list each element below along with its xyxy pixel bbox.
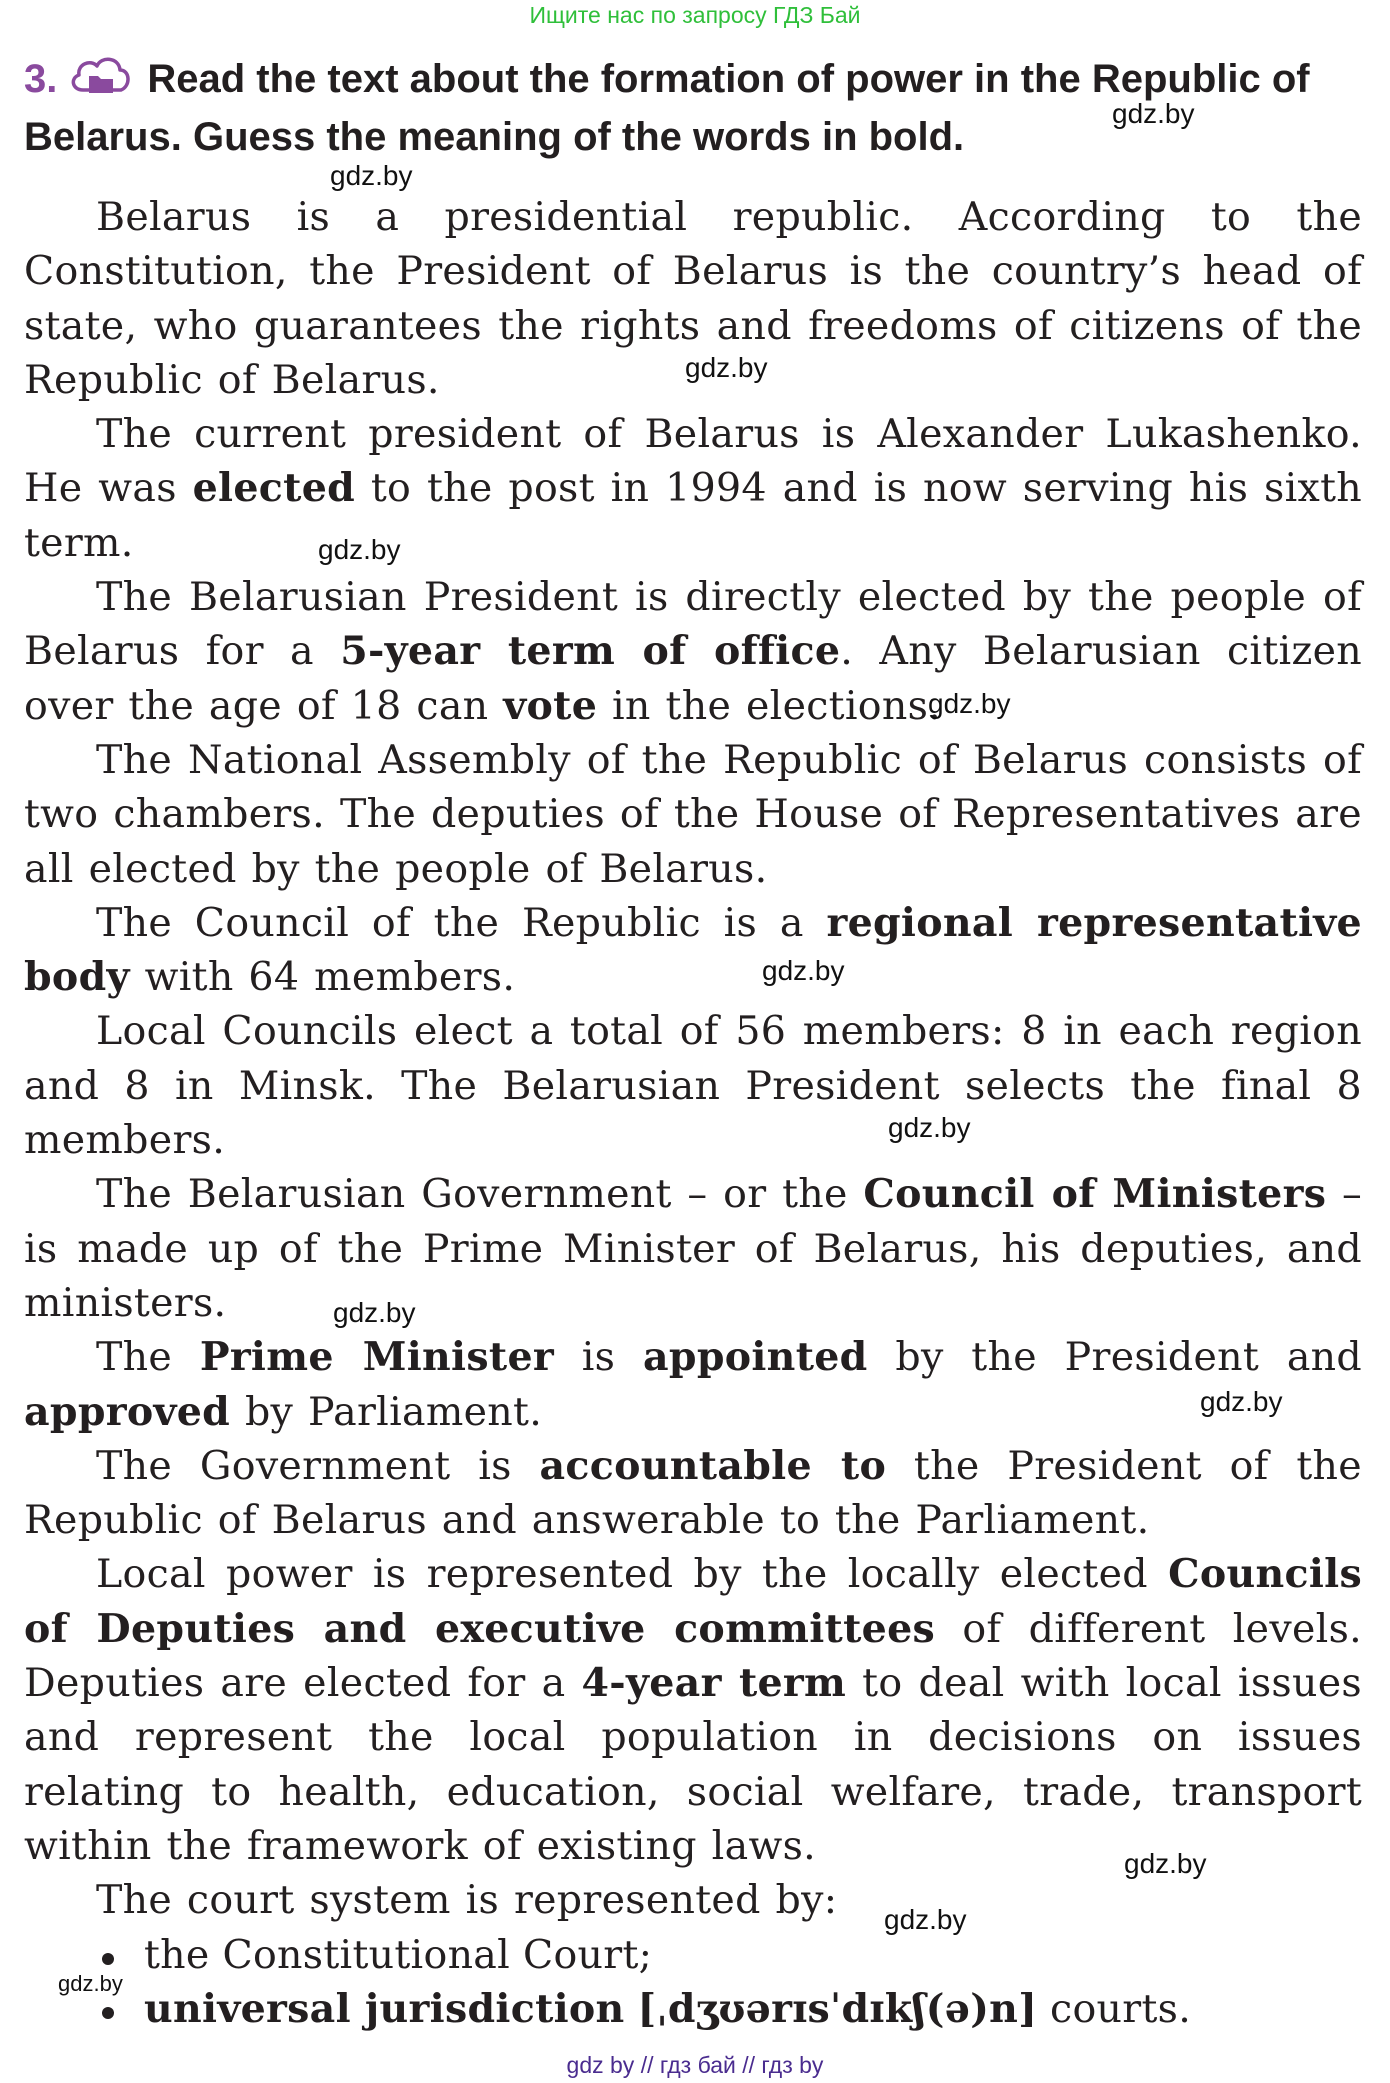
bold-term: accountable to (539, 1442, 887, 1489)
text-run: in the elections. (597, 682, 942, 729)
task-number: 3. (24, 57, 58, 101)
bold-term: 4-year term (581, 1660, 847, 1707)
watermark: gdz.by (685, 352, 768, 383)
bold-term: regional representative body (24, 899, 1362, 1001)
reading-text (24, 190, 1362, 2036)
court-list (24, 1928, 1362, 2037)
watermark: gdz.by (1112, 98, 1195, 129)
top-banner: Ищите нас по запросу ГДЗ Бай (529, 2, 861, 28)
bold-term: Councils of Deputies and executive committees (24, 1551, 1362, 1652)
footer: gdz by // гдз бай // гдз by (566, 2052, 824, 2078)
watermark: gdz.by (330, 160, 413, 191)
text-run: The Belarusian Government – or the (96, 1171, 864, 1218)
text-run: The Council of the Republic is a (96, 899, 827, 946)
text-run: Belarus is a presidential republic. According to the Constitution, the President of Belarus is the country’s head of state, who guarantees the rights and freedoms of citizens of the Republic of Belarus. (24, 194, 1362, 403)
bold-term: [ˌdʒʊərɪsˈdɪkʃ(ə)n] (637, 1985, 1038, 2032)
paragraph (24, 570, 1362, 733)
text-run: Local Councils elect a total of 56 members: 8 in each region and 8 in Minsk. The Belarusian President selects the final 8 members. (24, 1008, 1362, 1164)
bold-term: 5-year term of office (340, 628, 841, 675)
paragraph (24, 1547, 1362, 1873)
task-instruction: Read the text about the formation of power in the Republic of Belarus. Guess the meaning of the words in bold. (24, 57, 1310, 159)
text-run: to the post in 1994 and is now serving his sixth term. (24, 465, 1362, 566)
watermark: gdz.by (928, 688, 1011, 719)
paragraphs (24, 190, 1362, 1928)
watermark: gdz.by (58, 1971, 123, 1996)
text-run: with 64 members. (129, 954, 516, 1001)
paragraph (24, 407, 1362, 570)
text-run: the Constitutional Court; (144, 1931, 653, 1978)
text-run: the President of the Republic of Belarus and answerable to the Parliament. (24, 1442, 1362, 1544)
bold-term: elected (192, 465, 356, 512)
text-run: . Any Belarusian citizen over the age of 18 can (24, 628, 1362, 729)
text-run: The court system is represented by: (96, 1877, 838, 1924)
paragraph (24, 896, 1362, 1005)
text-run: Local power is represented by the locally elected (96, 1551, 1169, 1598)
watermark: gdz.by (333, 1297, 416, 1328)
watermark: gdz.by (884, 1904, 967, 1935)
bold-term: appointed (643, 1334, 868, 1381)
watermark: gdz.by (318, 534, 401, 565)
text-run (625, 1986, 638, 2032)
list-item (24, 1928, 1362, 1982)
text-run: is (553, 1334, 643, 1381)
paragraph (24, 1004, 1362, 1167)
bold-term: approved (24, 1388, 231, 1435)
text-run: by Parliament. (230, 1388, 543, 1435)
watermark: gdz.by (1200, 1386, 1283, 1417)
bold-term: Council of Ministers (863, 1171, 1327, 1218)
paragraph (24, 1439, 1362, 1548)
text-run: The current president of Belarus is Alexander Lukashenko. He was (24, 411, 1362, 512)
watermark: gdz.by (762, 955, 845, 986)
watermark: gdz.by (1124, 1848, 1207, 1879)
paragraph (24, 733, 1362, 896)
paragraph (24, 1330, 1362, 1439)
watermark: gdz.by (888, 1112, 971, 1143)
text-run: The Belarusian President is directly elected by the people of Belarus for a (24, 574, 1362, 675)
text-run: to deal with local issues and represent the local population in decisions on issues relating to health, education, social welfare, trade, transport within the framework of existing laws. (24, 1660, 1362, 1869)
paragraph (24, 1873, 1362, 1927)
bold-term: vote (503, 682, 598, 729)
bold-term: universal jurisdiction (144, 1985, 625, 2032)
text-run: by the President and (867, 1334, 1362, 1381)
text-run: The Government is (96, 1442, 540, 1489)
list-item (24, 1982, 1362, 2036)
cloud-folder-icon (67, 50, 133, 111)
text-run: The (96, 1334, 200, 1381)
paragraph (24, 1167, 1362, 1330)
text-run: – is made up of the Prime Minister of Belarus, his deputies, and ministers. (24, 1171, 1362, 1326)
bold-term: Prime Minister (199, 1334, 554, 1381)
text-run: of different levels. Deputies are elected for a (24, 1605, 1362, 1707)
text-run: The National Assembly of the Republic of Belarus consists of two chambers. The deputies of the House of Representatives are all elected by the people of Belarus. (24, 736, 1362, 892)
text-run: courts. (1037, 1985, 1192, 2032)
